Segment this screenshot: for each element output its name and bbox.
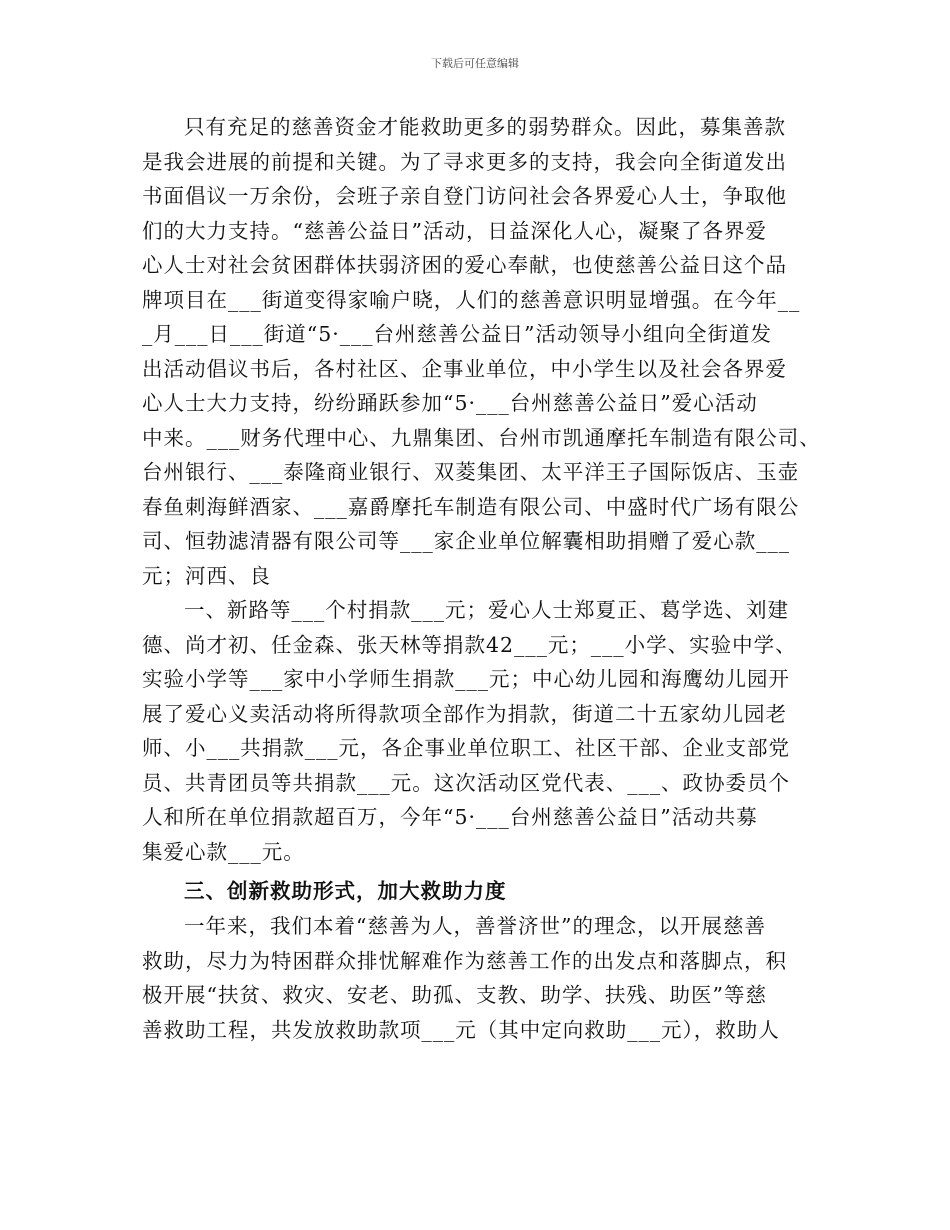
text-line: 书面倡议一万余份，会班子亲自登门访问社会各界爱心人士，争取他 [142,184,787,208]
text-line: 德、尚才初、任金森、张天林等捐款42___元；___小学、实验中学、 [142,632,797,657]
text-line: 一年来，我们本着“慈善为人，善誉济世”的理念，以开展慈善 [184,914,766,938]
text-line: 展了爱心义卖活动将所得款项全部作为捐款，街道二十五家幼儿园老 [142,701,787,726]
text-line: 只有充足的慈善资金才能救助更多的弱势群众。因此，募集善款 [184,115,786,139]
text-line: 救助，尽力为特困群众排忧解难作为慈善工作的出发点和落脚点，积 [142,948,787,973]
text-line: 人和所在单位捐款超百万，今年“5·___台州慈善公益日”活动共募 [142,805,758,829]
paragraph-fundraising [142,110,821,593]
text-line: 司、恒勃滤清器有限公司等___家企业单位解囊相助捐赠了爱心款___ [142,529,790,553]
document-body [142,110,821,1047]
section-heading: 三、创新救助形式，加大救助力度 [184,879,507,903]
text-line: 牌项目在___街道变得家喻户晓，人们的慈善意识明显增强。在今年__ [142,287,801,312]
text-line: 员、共青团员等共捐款___元。这次活动区党代表、___、政协委员个 [142,770,790,795]
text-line: _月___日___街道“5·___台州慈善公益日”活动领导小组向全街道发 [142,322,773,346]
text-line: 春鱼刺海鲜酒家、___嘉爵摩托车制造有限公司、中盛时代广场有限公 [142,494,800,519]
text-line: 心人士对社会贫困群体扶弱济困的爱心奉献，也使慈善公益日这个品 [142,253,787,277]
text-line: 出活动倡议书后，各村社区、企事业单位，中小学生以及社会各界爱 [142,356,787,381]
text-line: 们的大力支持。“慈善公益日”活动，日益深化人心，凝聚了各界爱 [142,218,767,243]
text-line: 师、小___共捐款___元，各企事业单位职工、社区干部、企业支部党 [142,736,790,760]
page-header: 下载后可任意编辑 [431,57,519,70]
text-line: 元；河西、良 [142,563,271,588]
text-line: 台州银行、___泰隆商业银行、双菱集团、太平洋王子国际饭店、玉壶 [142,460,800,484]
text-line: 是我会进展的前提和关键。为了寻求更多的支持，我会向全街道发出 [142,149,787,174]
text-line: 善救助工程，共发放救助款项___元（其中定向救助___元），救助人 [142,1017,780,1042]
paragraph-relief [142,909,812,1047]
text-line: 心人士大力支持，纷纷踊跃参加“5·___台州慈善公益日”爱心活动 [142,391,758,415]
text-line: 中来。___财务代理中心、九鼎集团、台州市凯通摩托车制造有限公司、 [142,425,821,450]
text-line: 集爱心款___元。 [142,839,305,864]
text-line: 实验小学等___家中小学师生捐款___元；中心幼儿园和海鹰幼儿园开 [142,667,790,691]
text-line: 极开展“扶贫、救灾、安老、助孤、支教、助学、扶残、助医”等慈 [142,983,767,1007]
text-line: 一、新路等___个村捐款___元；爱心人士郑夏正、葛学选、刘建 [184,598,789,622]
paragraph-donations [142,593,812,869]
